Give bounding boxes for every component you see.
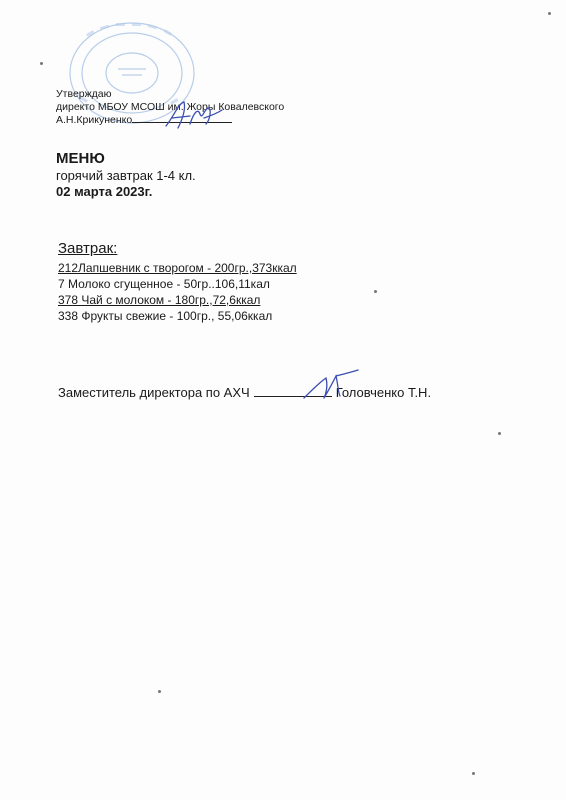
scan-speck — [498, 432, 501, 435]
menu-subtitle: горячий завтрак 1-4 кл. — [56, 168, 196, 183]
director-signature — [160, 98, 224, 132]
approver-position: директо МБОУ МСОШ им. Жоры Ковалевского — [56, 100, 285, 113]
footer-signature-block — [58, 384, 431, 402]
scan-speck — [158, 690, 161, 693]
signer-name: Головченко Т.Н. — [335, 385, 432, 400]
menu-item: 378 Чай с молоком - 180гр.,72,6ккал — [58, 293, 261, 307]
signer-position: Заместитель директора по АХЧ — [58, 385, 250, 400]
meal-heading: Завтрак: — [58, 240, 118, 257]
menu-date: 02 марта 2023г. — [56, 184, 153, 199]
approver-name: А.Н.Крикуненко — [56, 114, 133, 126]
menu-item: 212Лапшевник с творогом - 200гр.,373ккал — [58, 261, 297, 275]
approval-label: Утверждаю — [56, 88, 112, 100]
menu-header — [56, 150, 196, 200]
scan-speck — [548, 12, 551, 15]
meal-section — [58, 238, 297, 324]
scan-speck — [40, 62, 43, 65]
scan-speck — [374, 290, 377, 293]
scan-speck — [472, 772, 475, 775]
page-title: МЕНЮ — [56, 150, 105, 167]
menu-item: 338 Фрукты свежие - 100гр., 55,06ккал — [58, 309, 273, 323]
menu-item: 7 Молоко сгущенное - 50гр..106,11кал — [58, 277, 270, 291]
deputy-signature — [300, 368, 360, 402]
